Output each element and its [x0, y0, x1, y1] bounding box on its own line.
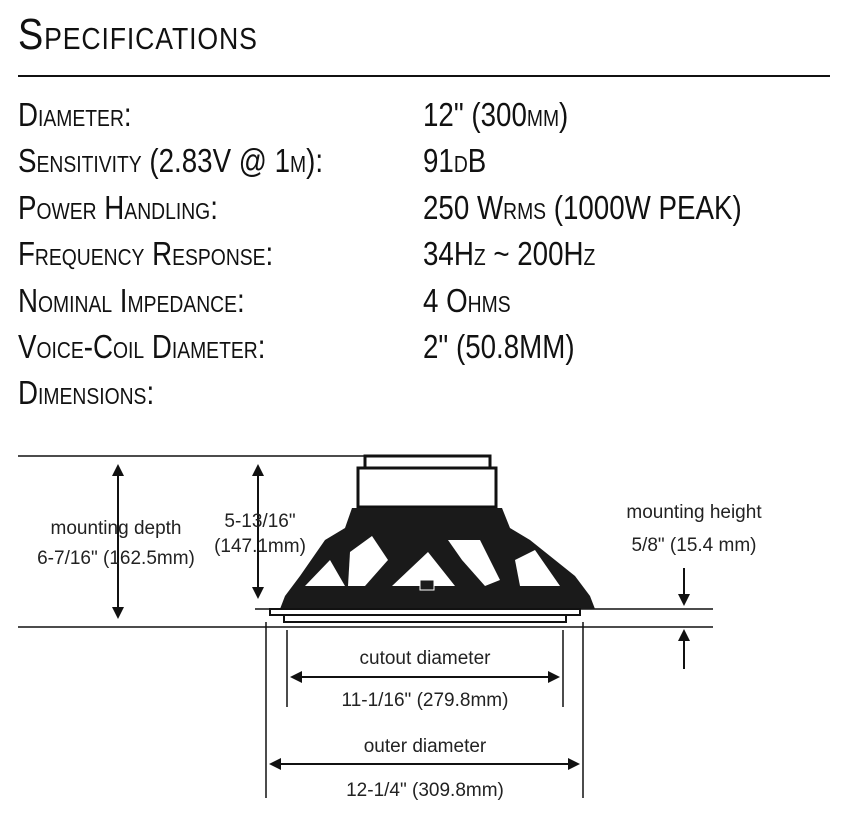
spec-row-sensitivity — [18, 142, 838, 186]
spec-row-voice-coil-diameter — [18, 328, 838, 372]
spec-label: Nominal Impedance: — [18, 282, 245, 319]
spec-value: 34Hz ~ 200Hz — [423, 235, 596, 272]
spec-label: Frequency Response: — [18, 235, 274, 272]
speaker-illustration — [270, 456, 595, 622]
inner-depth-value-imperial: 5-13/16" — [224, 511, 296, 532]
spec-label: Sensitivity (2.83V @ 1m): — [18, 142, 324, 179]
spec-label: Dimensions: — [18, 374, 155, 411]
spec-row-power-handling — [18, 189, 838, 233]
inner-depth-value-metric: (147.1mm) — [214, 536, 306, 557]
spec-row-nominal-impedance — [18, 282, 838, 326]
spec-row-diameter — [18, 96, 838, 140]
spec-label: Power Handling: — [18, 189, 218, 226]
dimensions-diagram — [0, 440, 863, 815]
spec-value: 2" (50.8MM) — [423, 328, 575, 365]
mounting-height-label: mounting height — [626, 502, 762, 523]
spec-value: 12" (300mm) — [423, 96, 569, 133]
spec-row-frequency-response — [18, 235, 838, 279]
outer-diameter-value: 12-1/4" (309.8mm) — [346, 780, 504, 801]
mounting-height-value: 5/8" (15.4 mm) — [631, 535, 757, 556]
spec-label: Diameter: — [18, 96, 132, 133]
page-title: Specifications — [18, 10, 258, 59]
cutout-diameter-value: 11-1/16" (279.8mm) — [341, 690, 509, 711]
mounting-depth-label: mounting depth — [50, 518, 182, 539]
spec-value: 91dB — [423, 142, 487, 179]
title-divider — [18, 75, 830, 77]
spec-row-dimensions — [18, 374, 838, 418]
cutout-diameter-label: cutout diameter — [359, 648, 491, 669]
mounting-depth-value: 6-7/16" (162.5mm) — [37, 548, 195, 569]
spec-value: 4 Ohms — [423, 282, 511, 319]
outer-diameter-label: outer diameter — [363, 736, 487, 757]
spec-value: 250 Wrms (1000W PEAK) — [423, 189, 742, 226]
spec-label: Voice-Coil Diameter: — [18, 328, 266, 365]
